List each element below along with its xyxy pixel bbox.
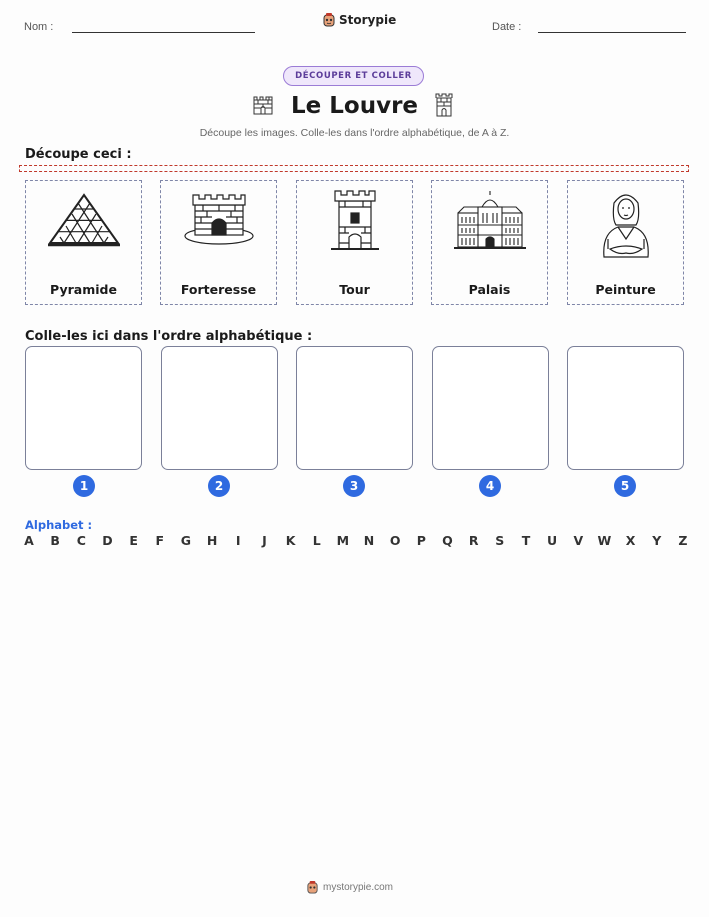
paste-box-3[interactable]: [296, 346, 413, 470]
order-number-3: 3: [343, 475, 365, 497]
cut-card-pyramide[interactable]: [25, 180, 142, 305]
alphabet-heading: Alphabet :: [25, 518, 93, 532]
painting-portrait-icon: [586, 187, 666, 263]
cut-card-tour[interactable]: [296, 180, 413, 305]
footer: [306, 880, 393, 895]
alphabet-letter: G: [180, 533, 192, 548]
paste-box-1[interactable]: [25, 346, 142, 470]
brand-logo: [322, 12, 396, 28]
alphabet-letter: P: [416, 533, 426, 548]
alphabet-letter: Q: [442, 533, 453, 548]
alphabet-letter: S: [495, 533, 505, 548]
fortress-icon: [179, 187, 259, 253]
footer-site-link[interactable]: mystorypie.com: [323, 882, 394, 893]
alphabet-letter: M: [336, 533, 350, 548]
palace-icon: [450, 187, 530, 253]
cut-card-label: Forteresse: [180, 282, 257, 297]
order-number-2: 2: [208, 475, 230, 497]
alphabet-letter: L: [312, 533, 321, 548]
order-number-5: 5: [614, 475, 636, 497]
brand-name: Storypie: [339, 13, 397, 27]
cut-card-label: Peinture: [595, 282, 656, 297]
alphabet-letter: U: [547, 533, 558, 548]
alphabet-letter: E: [129, 533, 138, 548]
paste-box-5[interactable]: [567, 346, 684, 470]
alphabet-letter: O: [389, 533, 401, 548]
alphabet-letter: J: [262, 533, 267, 548]
order-number-1: 1: [73, 475, 95, 497]
storypie-mascot-icon: [322, 12, 336, 28]
alphabet-letter: I: [235, 533, 241, 548]
order-number-4: 4: [479, 475, 501, 497]
date-label: Date :: [492, 21, 522, 33]
cut-card-palais[interactable]: [431, 180, 548, 305]
cut-card-label: Pyramide: [50, 282, 117, 297]
name-label: Nom :: [24, 21, 54, 33]
cut-card-forteresse[interactable]: [160, 180, 277, 305]
tower-icon: [315, 187, 395, 253]
date-field-line[interactable]: [538, 32, 686, 33]
instructions-text: Découpe les images. Colle-les dans l'ordre alphabétique, de A à Z.: [199, 127, 510, 139]
page-title: Le Louvre: [290, 93, 419, 119]
alphabet-letter: A: [24, 533, 34, 548]
alphabet-letter: W: [597, 533, 612, 548]
alphabet-letter: C: [76, 533, 86, 548]
paste-box-4[interactable]: [432, 346, 549, 470]
alphabet-letter: Y: [652, 533, 662, 548]
cut-line: [19, 165, 689, 172]
alphabet-letter: Z: [678, 533, 688, 548]
alphabet-letter: H: [206, 533, 218, 548]
storypie-mascot-icon: [306, 880, 319, 895]
alphabet-letter: V: [573, 533, 584, 548]
cut-card-label: Tour: [339, 282, 370, 297]
alphabet-letter: R: [468, 533, 479, 548]
alphabet-letter: K: [285, 533, 296, 548]
cut-card-peinture[interactable]: [567, 180, 684, 305]
alphabet-letter: B: [50, 533, 60, 548]
paste-box-2[interactable]: [161, 346, 278, 470]
name-field-line[interactable]: [72, 32, 255, 33]
alphabet-row: [22, 533, 690, 548]
alphabet-letter: T: [521, 533, 531, 548]
alphabet-letter: X: [625, 533, 636, 548]
cut-card-label: Palais: [468, 282, 511, 297]
cut-section-heading: Découpe ceci :: [25, 147, 132, 162]
tower-right-icon: [433, 92, 455, 118]
alphabet-letter: N: [363, 533, 375, 548]
alphabet-letter: F: [155, 533, 165, 548]
paste-section-heading: Colle-les ici dans l'ordre alphabétique :: [25, 329, 313, 344]
alphabet-letter: D: [102, 533, 113, 548]
pyramid-icon: [44, 187, 124, 253]
activity-badge: DÉCOUPER ET COLLER: [283, 66, 424, 86]
